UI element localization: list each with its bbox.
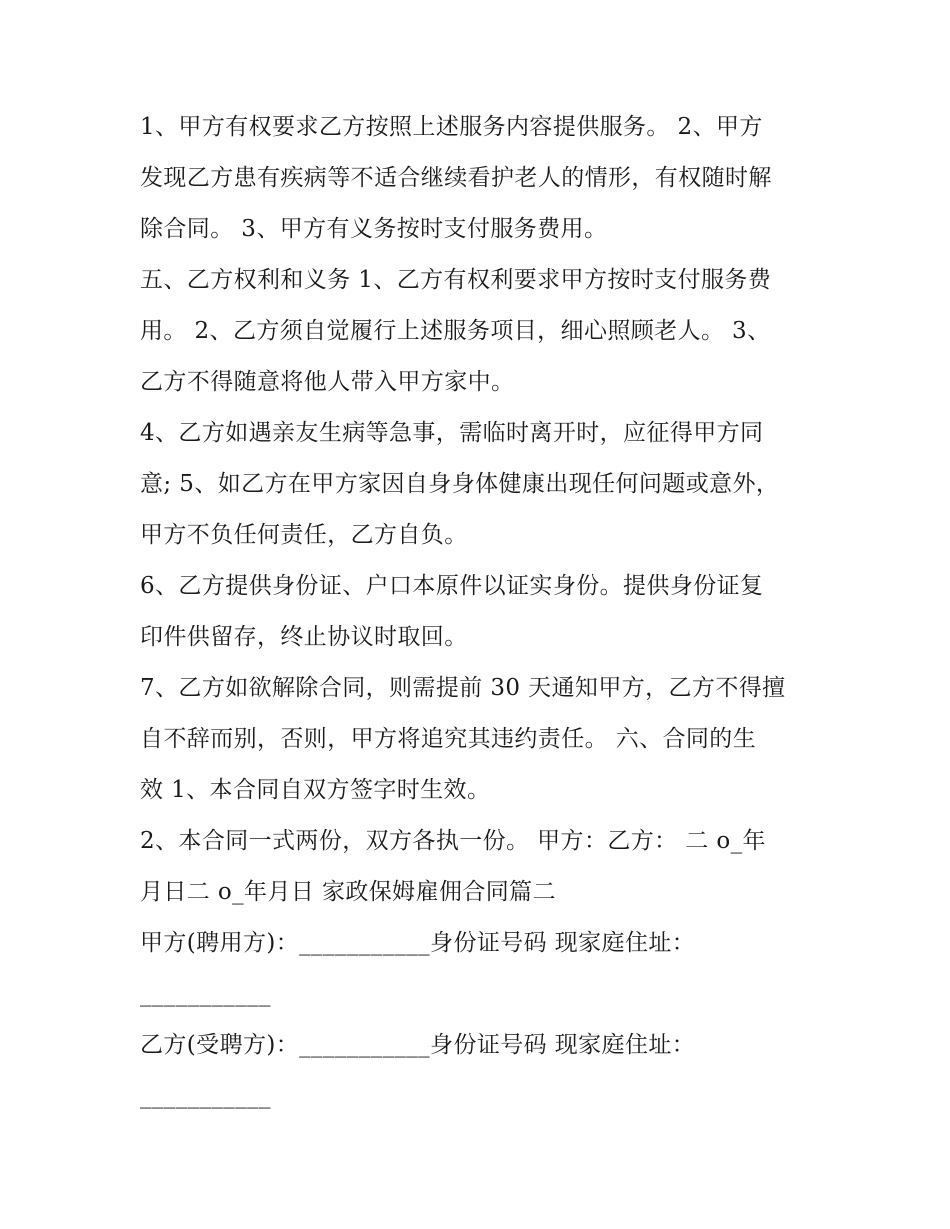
text-line: 甲方不负任何责任，乙方自负。 xyxy=(140,522,468,548)
text-line: 自不辞而别，否则，甲方将追究其违约责任。 六、合同的生 xyxy=(140,726,757,752)
text-line: 2、本合同一式两份，双方各执一份。 甲方：乙方： 二 o_年 xyxy=(140,828,766,854)
text-line: 意; 5、如乙方在甲方家因自身身体健康出现任何问题或意外， xyxy=(140,471,780,497)
paragraph-signatures xyxy=(140,816,820,918)
text-line: 五、乙方权利和义务 1、乙方有权利要求甲方按时支付服务费 xyxy=(140,267,772,293)
text-line: 印件供留存，终止协议时取回。 xyxy=(140,624,468,650)
text-line: 效 1、本合同自双方签字时生效。 xyxy=(140,777,491,803)
paragraph-clause-6 xyxy=(140,561,820,663)
paragraph-party-b-rights xyxy=(140,255,820,408)
paragraph-employee-info xyxy=(140,1020,820,1122)
document-body xyxy=(140,102,820,1122)
blank-field-line: ___________ xyxy=(140,1083,271,1109)
text-line: 除合同。 3、甲方有义务按时支付服务费用。 xyxy=(140,216,608,242)
text-line: 发现乙方患有疾病等不适合继续看护老人的情形，有权随时解 xyxy=(140,165,772,191)
paragraph-clause-4-5 xyxy=(140,408,820,561)
blank-field-line: ___________ xyxy=(140,981,271,1007)
text-line: 月日二 o_年月日 家政保姆雇佣合同篇二 xyxy=(140,879,556,905)
paragraph-party-a-rights xyxy=(140,102,820,255)
text-line: 甲方(聘用方)：___________身份证号码 现家庭住址： xyxy=(140,930,696,956)
paragraph-clause-7 xyxy=(140,663,820,816)
text-line: 1、甲方有权要求乙方按照上述服务内容提供服务。 2、甲方 xyxy=(140,114,763,140)
text-line: 乙方(受聘方)：___________身份证号码 现家庭住址： xyxy=(140,1032,696,1058)
text-line: 4、乙方如遇亲友生病等急事，需临时离开时，应征得甲方同 xyxy=(140,420,764,446)
text-line: 用。 2、乙方须自觉履行上述服务项目，细心照顾老人。 3、 xyxy=(140,318,771,344)
text-line: 6、乙方提供身份证、户口本原件以证实身份。提供身份证复 xyxy=(140,573,764,599)
text-line: 7、乙方如欲解除合同，则需提前 30 天通知甲方，乙方不得擅 xyxy=(140,675,786,701)
text-line: 乙方不得随意将他人带入甲方家中。 xyxy=(140,369,515,395)
paragraph-employer-info xyxy=(140,918,820,1020)
